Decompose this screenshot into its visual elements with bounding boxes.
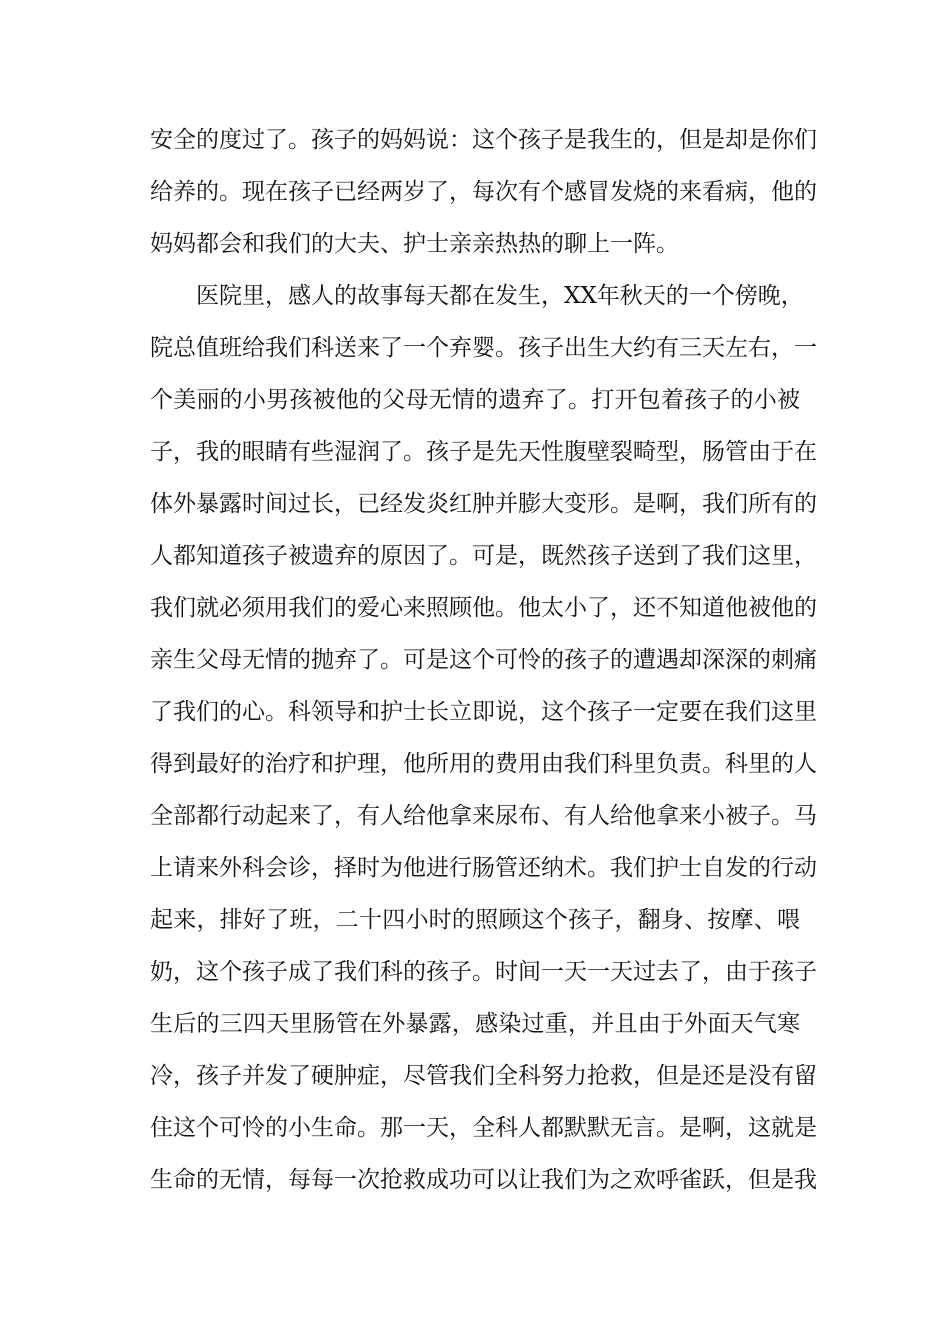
text-line: 生命的无情，每每一次抢救成功可以让我们为之欢呼雀跃，但是我 bbox=[150, 1167, 817, 1193]
text-line: 住这个可怜的小生命。那一天，全科人都默默无言。是啊，这就是 bbox=[150, 1115, 817, 1141]
text-line: 人都知道孩子被遗弃的原因了。可是，既然孩子送到了我们这里， bbox=[150, 543, 817, 569]
text-line: 个美丽的小男孩被他的父母无情的遗弃了。打开包着孩子的小被 bbox=[150, 387, 800, 413]
text-line: 医院里，感人的故事每天都在发生，XX年秋天的一个傍晚， bbox=[196, 283, 804, 309]
text-line: 体外暴露时间过长，已经发炎红肿并膨大变形。是啊，我们所有的 bbox=[150, 491, 817, 517]
text-line: 我们就必须用我们的爱心来照顾他。他太小了，还不知道他被他的 bbox=[150, 595, 817, 621]
text-line: 亲生父母无情的抛弃了。可是这个可怜的孩子的遭遇却深深的刺痛 bbox=[150, 647, 817, 673]
text-line: 了我们的心。科领导和护士长立即说，这个孩子一定要在我们这里 bbox=[150, 699, 817, 725]
text-line: 子，我的眼睛有些湿润了。孩子是先天性腹壁裂畸型，肠管由于在 bbox=[150, 439, 817, 465]
text-line: 奶，这个孩子成了我们科的孩子。时间一天一天过去了，由于孩子 bbox=[150, 959, 817, 985]
text-line: 上请来外科会诊，择时为他进行肠管还纳术。我们护士自发的行动 bbox=[150, 855, 817, 881]
text-line: 安全的度过了。孩子的妈妈说：这个孩子是我生的，但是却是你们 bbox=[150, 127, 817, 153]
text-line: 得到最好的治疗和护理，他所用的费用由我们科里负责。科里的人 bbox=[150, 751, 817, 777]
text-line: 冷，孩子并发了硬肿症，尽管我们全科努力抢救，但是还是没有留 bbox=[150, 1063, 817, 1089]
body-text bbox=[150, 114, 817, 1206]
text-line: 全部都行动起来了，有人给他拿来尿布、有人给他拿来小被子。马 bbox=[150, 803, 817, 829]
text-line: 起来，排好了班，二十四小时的照顾这个孩子，翻身、按摩、喂 bbox=[150, 907, 800, 933]
text-line: 生后的三四天里肠管在外暴露，感染过重，并且由于外面天气寒 bbox=[150, 1011, 800, 1037]
text-line: 妈妈都会和我们的大夫、护士亲亲热热的聊上一阵。 bbox=[150, 231, 679, 257]
text-line: 给养的。现在孩子已经两岁了，每次有个感冒发烧的来看病，他的 bbox=[150, 179, 817, 205]
text-line: 院总值班给我们科送来了一个弃婴。孩子出生大约有三天左右，一 bbox=[150, 335, 817, 361]
